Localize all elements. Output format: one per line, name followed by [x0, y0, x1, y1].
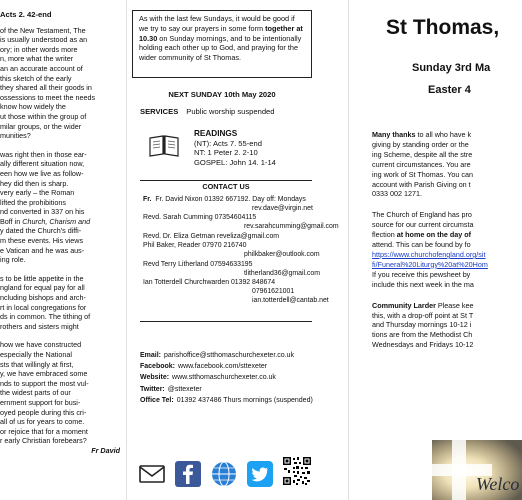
services-row	[140, 107, 275, 116]
text-line: r early Christian forebears?	[0, 436, 87, 446]
funeral-liturgy-notice	[372, 210, 488, 289]
text-line: source for our current circumsta	[372, 220, 474, 230]
facebook-icon	[174, 460, 202, 488]
contact-row: Revd. Dr. Eliza Getman reveliza@gmail.com	[143, 233, 280, 240]
text-line: rothers and sisters might	[0, 321, 79, 331]
qr-code-icon[interactable]	[282, 456, 312, 486]
text-line: the widest parts of our	[0, 388, 71, 398]
services-label: SERVICES	[140, 107, 179, 116]
left-paragraph-2	[0, 150, 124, 265]
contact-links	[140, 350, 313, 406]
text-line: they shared all their goods in	[0, 83, 92, 93]
text-line: this sketch of the early	[0, 73, 72, 83]
bible-icon	[148, 134, 180, 158]
contact-row: philkbaker@outlook.com	[244, 251, 320, 258]
text-line: y dated the Church's diffi-	[0, 226, 82, 236]
text-line: m these events. His views	[0, 236, 84, 246]
intro-line: As with the last few Sundays, it would be good if	[139, 14, 295, 23]
text-line: lifted the prohibitions	[0, 197, 66, 207]
fold-line-left	[126, 0, 127, 500]
thanks-notice	[372, 130, 488, 199]
email-link-row[interactable]: Email: parishoffice@stthomaschurchexeter.co.uk	[140, 352, 294, 359]
text-line: of the New Testament, The	[0, 25, 86, 35]
text-line: ally different situation now,	[0, 159, 85, 169]
sunday-date: Sunday 3rd Ma	[412, 62, 491, 74]
text-line: nds to support the most vul-	[0, 378, 89, 388]
contact-row: ian.totterdell@cantab.net	[252, 297, 329, 304]
readings-block	[194, 129, 276, 167]
contact-box	[140, 180, 339, 322]
welcome-image	[432, 440, 522, 500]
text-line: s to be little appetite in the	[0, 273, 84, 283]
text-line: ossessions to meet the needs	[0, 92, 96, 102]
text-line: een how we live as follow-	[0, 168, 84, 178]
intro-line: we try to say our prayers in some form together at	[139, 23, 303, 33]
text-line: ngland for equal pay for all	[0, 283, 85, 293]
text-line: 0333 002 1271.	[372, 189, 422, 199]
text-line: this, with a drop-off point at St T	[372, 310, 474, 320]
left-paragraph-3	[0, 274, 124, 332]
reading-line: NT: 1 Peter 2. 2-10	[194, 148, 258, 158]
text-line: ing work of St Thomas. You can	[372, 169, 473, 179]
contact-row: 07961621001	[252, 288, 295, 295]
right-column	[364, 0, 520, 500]
text-line: Community Larder Please kee	[372, 300, 474, 310]
text-line: or rejoice that for a moment	[0, 426, 88, 436]
text-line: all of us for years to come.	[0, 417, 85, 427]
text-line: e Vatican and he was aus-	[0, 245, 85, 255]
contact-row: rev.sarahcumming@gmail.com	[244, 223, 339, 230]
text-line: oyed people during this cri-	[0, 407, 87, 417]
contact-row: Revd Terry Litherland 07594633195	[143, 261, 253, 268]
text-line: very early – the Roman	[0, 188, 75, 198]
text-line: flection at home on the day of	[372, 230, 472, 240]
text-line: know how widely the	[0, 102, 66, 112]
left-paragraph-1	[0, 26, 124, 141]
office-tel-row: Office Tel: 01392 437486 Thurs mornings (suspended)	[140, 396, 313, 404]
text-line: y, we have embraced some	[0, 369, 88, 379]
contact-row: tlitherland36@gmail.com	[244, 270, 320, 277]
left-heading: Acts 2. 42-end	[0, 10, 52, 19]
text-line: rt in local congregations for	[0, 302, 87, 312]
community-larder-notice	[372, 301, 488, 351]
text-line: ory; in other words more	[0, 44, 78, 54]
facebook-link-row[interactable]: Facebook: www.facebook.com/sttexeter	[140, 363, 268, 371]
text-line: ncluding bishops and arch-	[0, 293, 86, 303]
text-line: is usually understood as an	[0, 35, 88, 45]
text-line: attend. This can be found by fo	[372, 240, 471, 250]
text-line: milar groups, or the wider	[0, 121, 82, 131]
text-line: ut those within the group of	[0, 111, 87, 121]
services-text: Public worship suspended	[186, 107, 275, 116]
twitter-icon	[246, 460, 274, 488]
email-icon	[138, 460, 166, 488]
text-line: include this next week in the ma	[372, 279, 474, 289]
text-line: and Thursday mornings 10-12 i	[372, 320, 472, 330]
website-link-row[interactable]: Website: www.stthomaschurchexeter.co.uk	[140, 374, 276, 382]
liturgical-season: Easter 4	[428, 84, 471, 96]
text-line: ing Scheme, despite all the stre	[372, 149, 473, 159]
text-line: Wednesdays and Fridays 10-12	[372, 340, 474, 350]
globe-icon	[210, 460, 238, 488]
text-line: sts that willingly at first,	[0, 359, 74, 369]
fold-line-right	[348, 0, 349, 500]
middle-column	[132, 0, 339, 500]
intro-line: holding each other up to God, and praying for the	[139, 43, 299, 53]
link-line[interactable]: https://www.churchofengland.org/sit	[372, 249, 486, 259]
text-line: an an accurate account of	[0, 63, 83, 73]
text-line: Boff in Church, Charism and	[0, 216, 91, 226]
twitter-link-row[interactable]: Twitter: @sttexeter	[140, 385, 202, 393]
contact-row: Fr. Fr. David Nixon 01392 667192. Day off: Mondays	[143, 196, 306, 203]
contact-heading: CONTACT US	[202, 182, 250, 191]
notices-body	[372, 130, 488, 350]
contact-row: Revd. Sarah Cumming 07354604115	[143, 214, 257, 221]
text-line: The Church of England has pro	[372, 210, 472, 220]
text-line: ernment support for busi-	[0, 397, 81, 407]
text-line: how we have constructed	[0, 340, 82, 350]
readings-heading: READINGS	[194, 129, 238, 138]
text-line: ing role.	[0, 255, 26, 265]
contact-row: rev.dave@virgin.net	[252, 205, 313, 212]
left-column	[0, 0, 124, 500]
intro-box	[132, 10, 312, 78]
reading-line: (NT): Acts 7. 55-end	[194, 138, 262, 148]
text-line: was right then in those ear-	[0, 149, 87, 159]
text-line: If you receive this pewsheet by	[372, 269, 471, 279]
text-line: giving by standing order or the	[372, 139, 469, 149]
text-line: especially the National	[0, 350, 72, 359]
intro-line: wider community of St Thomas.	[139, 53, 242, 63]
reading-line: GOSPEL: John 14. 1-14	[194, 157, 276, 167]
left-paragraph-4	[0, 340, 124, 446]
link-line[interactable]: fi/Funeral%20Liturgy%20at%20Hom	[372, 259, 488, 269]
text-line: n, more what the writer	[0, 54, 74, 64]
welcome-text: Welco	[476, 474, 520, 494]
signature: Fr David	[91, 445, 120, 455]
text-line: munities?	[0, 131, 31, 141]
text-line: current circumstances. You are	[372, 159, 471, 169]
next-sunday-heading: NEXT SUNDAY 10th May 2020	[168, 90, 276, 99]
text-line: account with Parish Giving on t	[372, 179, 471, 189]
text-line: ds in common. The tithing of	[0, 312, 91, 322]
intro-line: 10.30 on Sunday mornings, and to be intentionally	[139, 33, 302, 43]
text-line: tions are from the Methodist Ch	[372, 330, 473, 340]
parish-title: St Thomas,	[386, 16, 500, 39]
text-line: nd converted in 337 on his	[0, 207, 85, 217]
contact-row: Ian Totterdell Churchwarden 01392 848674	[143, 279, 276, 286]
text-line: hey did then is sharp.	[0, 178, 69, 188]
text-line: Many thanks to all who have k	[372, 130, 472, 139]
contact-row: Phil Baker, Reader 07970 216740	[143, 242, 247, 249]
